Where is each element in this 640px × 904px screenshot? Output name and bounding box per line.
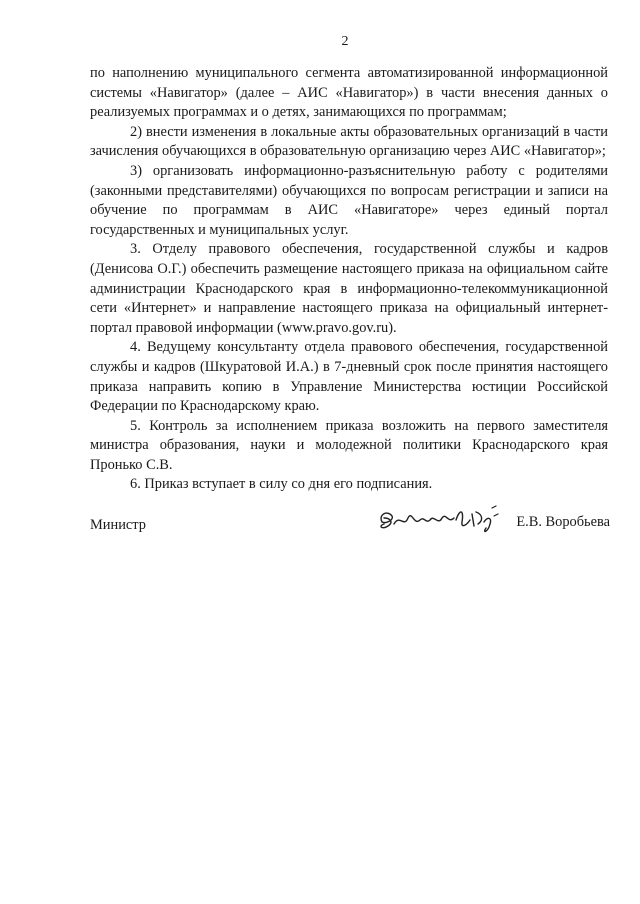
- paragraph-item-2: 2) внести изменения в локальные акты образовательных организаций в части зачисления обучающихся в образовательную организацию через АИС «Навигатор»;: [90, 123, 608, 160]
- signatory-title: Министр: [90, 517, 146, 533]
- paragraph-clause-6: 6. Приказ вступает в силу со дня его подписания.: [130, 476, 433, 493]
- document-body: [90, 64, 608, 495]
- signature-block: [0, 500, 640, 560]
- handwritten-signature: [374, 500, 504, 540]
- signatory-name: Е.В. Воробьева: [516, 514, 610, 530]
- page-number: 2: [341, 34, 349, 49]
- paragraph-item-3: 3) организовать информационно-разъяснительную работу с родителями (законными представителями) обучающихся по вопросам регистрации и записи на обучение по программам в АИС «Навигаторе» через единый портал государственных и муниципальных услуг.: [90, 162, 608, 238]
- paragraph-continuation: по наполнению муниципального сегмента автоматизированной информационной системы «Навигатор» (далее – АИС «Навигатор») в части внесения данных о реализуемых программах и о детях, занимающихся по программам;: [90, 65, 608, 121]
- paragraph-clause-4: 4. Ведущему консультанту отдела правового обеспечения, государственной службы и кадров (Шкуратовой И.А.) в 7-дневный срок после принятия настоящего приказа направить копию в Управление Министерства юстиции Российской Федерации по Краснодарскому краю.: [90, 339, 608, 415]
- paragraph-clause-3: 3. Отделу правового обеспечения, государственной службы и кадров (Денисова О.Г.) обеспечить размещение настоящего приказа на официальном сайте администрации Краснодарского края в информационно-телекоммуникационной сети «Интернет» и направление настоящего приказа на официальный интернет-портал правовой информации (www.pravo.gov.ru).: [90, 241, 608, 336]
- paragraph-clause-5: 5. Контроль за исполнением приказа возложить на первого заместителя министра образования, науки и молодежной политики Краснодарского края Пронько С.В.: [90, 417, 608, 473]
